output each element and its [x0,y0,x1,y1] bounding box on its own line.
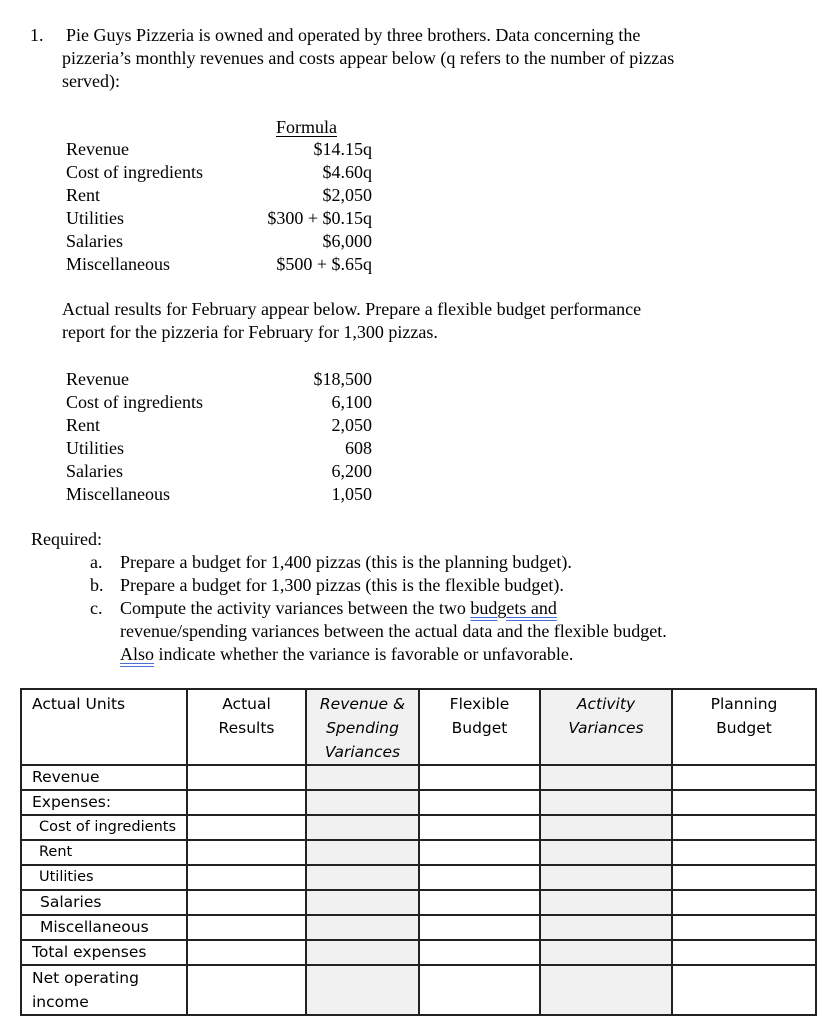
cell-planning-budget[interactable] [672,865,816,890]
table-row-miscellaneous [21,915,816,940]
actual-row [66,483,372,506]
actual-label: Rent [66,415,100,435]
formula-label: Rent [66,185,100,205]
cell-flexible-budget[interactable] [419,840,540,865]
item-text-part: indicate whether the variance is favorable or unfavorable. [154,644,574,664]
row-label: Cost of ingredients [21,815,187,840]
question-number: 1. [30,25,44,45]
cell-activity-variance[interactable] [540,765,672,790]
cell-planning-budget[interactable] [672,765,816,790]
actual-label: Miscellaneous [66,484,170,504]
row-label: Salaries [21,890,187,915]
formula-label: Cost of ingredients [66,162,203,182]
actual-row [66,460,372,483]
required-heading: Required: [31,529,102,549]
cell-revenue-spending-variance[interactable] [306,765,419,790]
cell-flexible-budget[interactable] [419,815,540,840]
intro-line: report for the pizzeria for February for 1,300 pizzas. [62,322,438,342]
cell-flexible-budget[interactable] [419,965,540,1015]
cell-actual-results[interactable] [187,890,306,915]
actual-row [66,414,372,437]
row-label: Rent [21,840,187,865]
formula-row [66,161,372,184]
actual-row [66,368,372,391]
cell-activity-variance[interactable] [540,890,672,915]
cell-flexible-budget[interactable] [419,865,540,890]
item-text-part: revenue/spending variances between the actual data and the flexible budget. [120,621,667,641]
header-flexible-budget: Flexible Budget [419,689,540,765]
cell-flexible-budget[interactable] [419,890,540,915]
cell-revenue-spending-variance[interactable] [306,840,419,865]
cell-actual-results[interactable] [187,915,306,940]
cell-planning-budget[interactable] [672,840,816,865]
item-marker: b. [90,575,104,595]
table-row-rent [21,840,816,865]
item-marker: a. [90,552,103,572]
flexible-budget-report-table [20,688,817,1016]
row-label: Total expenses [21,940,187,965]
cell-planning-budget[interactable] [672,915,816,940]
cell-revenue-spending-variance[interactable] [306,815,419,840]
formula-value: $4.60q [322,162,372,182]
table-row-net-operating-income [21,965,816,1015]
row-label: Expenses: [21,790,187,815]
cell-flexible-budget[interactable] [419,940,540,965]
required-item-a [90,551,810,574]
cell-actual-results[interactable] [187,965,306,1015]
table-row-utilities [21,865,816,890]
formula-header: Formula [276,117,337,137]
header-actual-units: Actual Units [21,689,187,765]
required-list [90,551,810,666]
row-label: Net operating income [21,965,187,1015]
question-intro [62,24,762,93]
actual-label: Salaries [66,461,123,481]
intro-line: Actual results for February appear below. Prepare a flexible budget performance [62,299,642,319]
formula-label: Utilities [66,208,124,228]
formula-row [66,230,372,253]
cell-activity-variance[interactable] [540,940,672,965]
cell-actual-results[interactable] [187,865,306,890]
cell-revenue-spending-variance[interactable] [306,890,419,915]
actual-row [66,437,372,460]
actual-results-intro [62,298,762,344]
formula-row [66,184,372,207]
table-row-expenses [21,790,816,815]
item-marker: c. [90,598,103,618]
formula-row [66,207,372,230]
header-planning-budget: Planning Budget [672,689,816,765]
formula-value: $6,000 [322,231,372,251]
cell-flexible-budget[interactable] [419,765,540,790]
cell-activity-variance[interactable] [540,840,672,865]
table-row-cost-of-ingredients [21,815,816,840]
intro-line: Pie Guys Pizzeria is owned and operated by three brothers. Data concerning the [66,25,641,45]
cell-revenue-spending-variance[interactable] [306,790,419,815]
formula-value: $300 + $0.15q [267,208,372,228]
item-text-part: Compute the activity variances between the two [120,598,471,618]
actual-label: Cost of ingredients [66,392,203,412]
cell-planning-budget[interactable] [672,790,816,815]
formula-label: Revenue [66,139,129,159]
cell-actual-results[interactable] [187,790,306,815]
actual-value: 1,050 [331,484,372,504]
item-text: Prepare a budget for 1,400 pizzas (this is the planning budget). [120,552,572,572]
actual-value: 608 [345,438,372,458]
cell-planning-budget[interactable] [672,965,816,1015]
cell-revenue-spending-variance[interactable] [306,865,419,890]
intro-line: served): [62,71,120,91]
formula-value: $2,050 [322,185,372,205]
formula-label: Salaries [66,231,123,251]
cell-activity-variance[interactable] [540,815,672,840]
table-row-salaries [21,890,816,915]
actual-label: Utilities [66,438,124,458]
formula-label: Miscellaneous [66,254,170,274]
row-label: Revenue [21,765,187,790]
cell-planning-budget[interactable] [672,815,816,840]
cell-flexible-budget[interactable] [419,790,540,815]
cell-activity-variance[interactable] [540,865,672,890]
formula-value: $500 + $.65q [276,254,372,274]
header-activity-variances: Activity Variances [540,689,672,765]
table-row-revenue [21,765,816,790]
intro-line: pizzeria’s monthly revenues and costs appear below (q refers to the number of pizzas [62,48,675,68]
actual-label: Revenue [66,369,129,389]
cell-planning-budget[interactable] [672,890,816,915]
formula-row [66,253,372,276]
table-header-row [21,689,816,765]
actual-value: 2,050 [331,415,372,435]
formula-value: $14.15q [313,139,372,159]
actual-row [66,391,372,414]
table-row-total-expenses [21,940,816,965]
header-actual-results: Actual Results [187,689,306,765]
cell-actual-results[interactable] [187,840,306,865]
formula-row [66,138,372,161]
cell-actual-results[interactable] [187,815,306,840]
cell-activity-variance[interactable] [540,790,672,815]
cell-flexible-budget[interactable] [419,915,540,940]
row-label: Utilities [21,865,187,890]
spellcheck-underlined-text: Also [120,644,155,664]
cell-activity-variance[interactable] [540,915,672,940]
cell-actual-results[interactable] [187,940,306,965]
actuals-table [66,368,372,506]
spellcheck-underlined-text: budgets and [470,598,557,618]
formula-table [66,138,372,276]
actual-value: 6,200 [331,461,372,481]
cell-revenue-spending-variance[interactable] [306,915,419,940]
cell-revenue-spending-variance[interactable] [306,940,419,965]
row-label: Miscellaneous [21,915,187,940]
item-text [120,597,667,666]
cell-planning-budget[interactable] [672,940,816,965]
header-revenue-spending-variances: Revenue & Spending Variances [306,689,419,765]
actual-value: 6,100 [331,392,372,412]
item-text: Prepare a budget for 1,300 pizzas (this is the flexible budget). [120,575,564,595]
cell-actual-results[interactable] [187,765,306,790]
required-item-c [90,597,810,666]
cell-revenue-spending-variance[interactable] [306,965,419,1015]
actual-value: $18,500 [313,369,372,389]
required-item-b [90,574,810,597]
cell-activity-variance[interactable] [540,965,672,1015]
